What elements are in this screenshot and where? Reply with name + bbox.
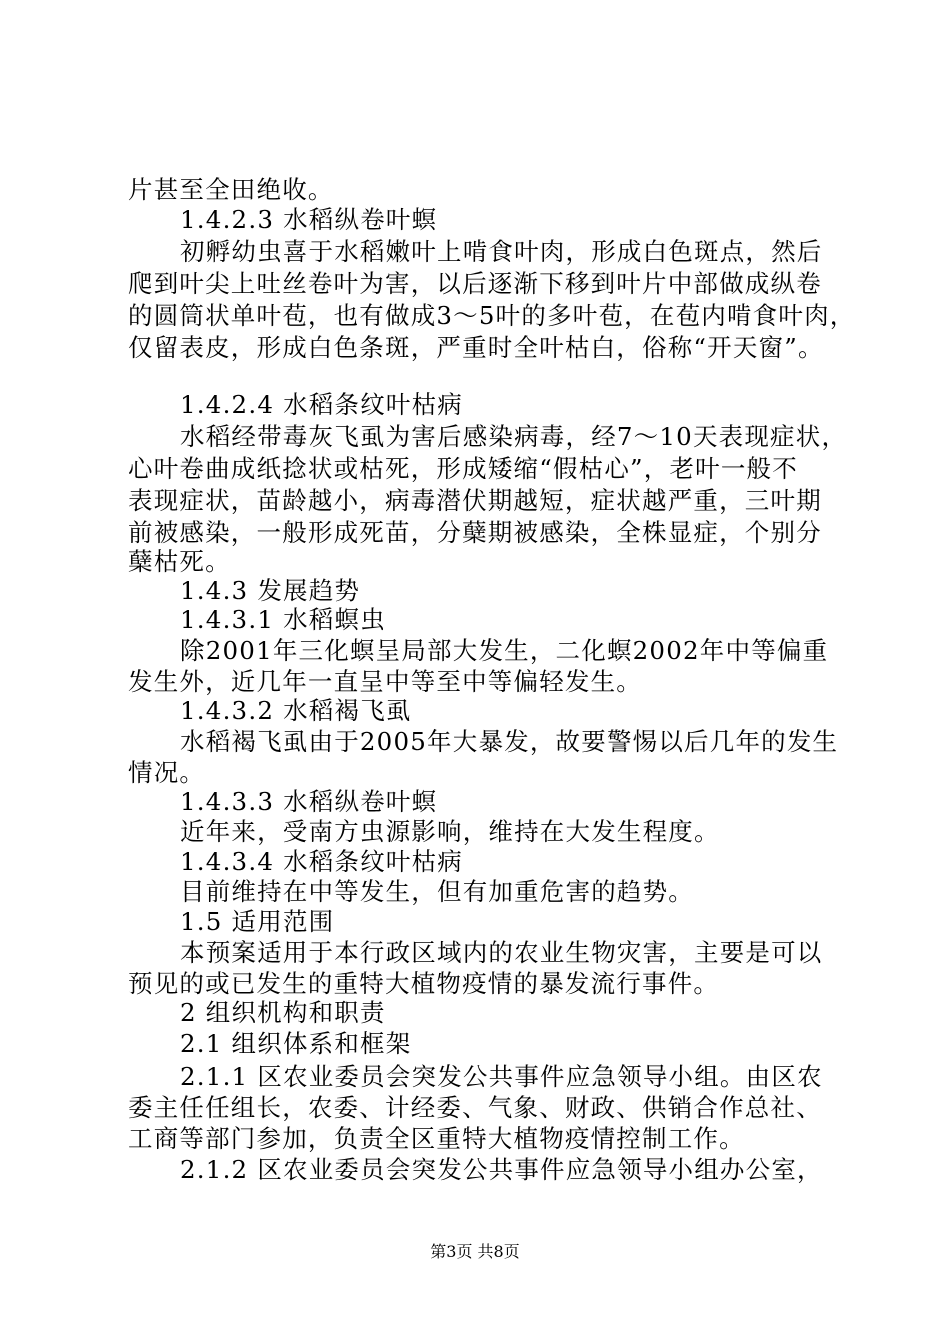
text-line-18: 水稻褐飞虱由于2005年大暴发，故要警惕以后几年的发生 <box>180 727 839 756</box>
page-number-footer: 第3页 共8页 <box>430 1242 520 1261</box>
section-heading-1-4-3: 1.4.3 发展趋势 <box>180 576 361 605</box>
text-line-9: 心叶卷曲成纸捻状或枯死，形成矮缩“假枯心”，老叶一般不 <box>128 454 798 483</box>
text-line-19: 情况。 <box>128 758 206 787</box>
text-line-8: 水稻经带毒灰飞虱为害后感染病毒，经7～10天表现症状， <box>180 422 848 451</box>
text-line-16: 发生外，近几年一直呈中等至中等偏轻发生。 <box>128 667 642 696</box>
section-heading-1-4-3-2: 1.4.3.2 水稻褐飞虱 <box>180 696 412 725</box>
text-line-26: 预见的或已发生的重特大植物疫情的暴发流行事件。 <box>128 969 720 998</box>
text-line-32: 2.1.2 区农业委员会突发公共事件应急领导小组办公室， <box>180 1155 823 1184</box>
section-heading-2: 2 组织机构和职责 <box>180 998 386 1027</box>
section-heading-1-4-3-4: 1.4.3.4 水稻条纹叶枯病 <box>180 847 464 876</box>
text-line-15: 除2001年三化螟呈局部大发生，二化螟2002年中等偏重 <box>180 636 829 665</box>
section-heading-2-1: 2.1 组织体系和框架 <box>180 1029 412 1058</box>
text-line-1: 片甚至全田绝收。 <box>128 175 334 204</box>
text-line-31: 工商等部门参加，负责全区重特大植物疫情控制工作。 <box>128 1124 745 1153</box>
text-line-4: 爬到叶尖上吐丝卷叶为害，以后逐渐下移到叶片中部做成纵卷 <box>128 269 822 298</box>
text-line-23: 目前维持在中等发生，但有加重危害的趋势。 <box>180 877 694 906</box>
section-heading-1-4-3-3: 1.4.3.3 水稻纵卷叶螟 <box>180 787 438 816</box>
text-line-11: 前被感染，一般形成死苗，分蘖期被感染，全株显症，个别分 <box>128 518 822 547</box>
text-line-6: 仅留表皮，形成白色条斑，严重时全叶枯白，俗称“开天窗”。 <box>128 333 824 362</box>
text-line-5: 的圆筒状单叶苞，也有做成3～5叶的多叶苞，在苞内啃食叶肉， <box>128 301 856 330</box>
text-line-12: 蘖枯死。 <box>128 547 231 576</box>
text-line-25: 本预案适用于本行政区域内的农业生物灾害，主要是可以 <box>180 938 823 967</box>
section-heading-1-4-3-1: 1.4.3.1 水稻螟虫 <box>180 605 386 634</box>
text-line-10: 表现症状，苗龄越小，病毒潜伏期越短，症状越严重，三叶期 <box>128 486 822 515</box>
section-heading-1-5: 1.5 适用范围 <box>180 907 335 936</box>
text-line-30: 委主任任组长，农委、计经委、气象、财政、供销合作总社、 <box>128 1093 822 1122</box>
text-line-3: 初孵幼虫喜于水稻嫩叶上啃食叶肉，形成白色斑点，然后 <box>180 237 823 266</box>
text-line-21: 近年来，受南方虫源影响，维持在大发生程度。 <box>180 817 720 846</box>
section-heading-1-4-2-3: 1.4.2.3 水稻纵卷叶螟 <box>180 205 438 234</box>
text-line-29: 2.1.1 区农业委员会突发公共事件应急领导小组。由区农 <box>180 1062 823 1091</box>
section-heading-1-4-2-4: 1.4.2.4 水稻条纹叶枯病 <box>180 390 464 419</box>
